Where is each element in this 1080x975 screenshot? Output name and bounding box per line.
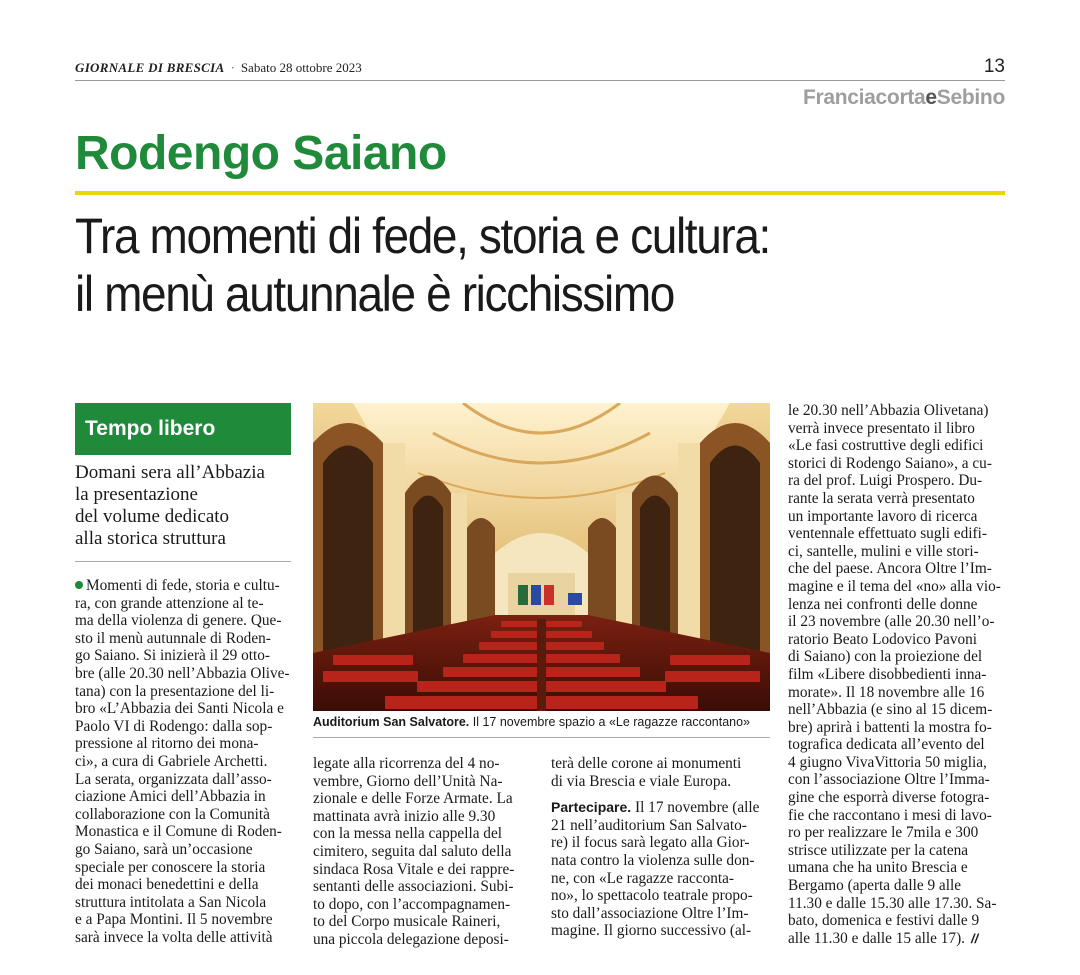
body-line: 4 giugno VivaVittoria 50 miglia,: [788, 753, 987, 771]
body-line: le 20.30 nell’Abbazia Olivetana): [788, 402, 989, 419]
body-line: Partecipare. Il 17 novembre (alle: [551, 799, 760, 817]
body-line: nata contro la violenza sulle don-: [551, 851, 755, 869]
body-line: gine che esporrà diverse fotogra-: [788, 789, 990, 807]
auditorium-photo: [313, 403, 770, 711]
body-line: sentanti delle associazioni. Subi-: [313, 878, 514, 896]
summary-line: alla storica struttura: [75, 528, 226, 549]
auditorium-illustration: [313, 403, 770, 711]
section-tag-conjunction: e: [925, 86, 937, 109]
body-line: fie che raccontano i mesi di lavo-: [788, 806, 992, 824]
body-line: magine. Il giorno successivo (al-: [551, 922, 752, 940]
body-line: ma della violenza di genere. Que-: [75, 612, 282, 630]
body-line: terà delle corone ai monumenti: [551, 755, 742, 772]
masthead-separator: ·: [230, 60, 235, 75]
summary-rule: [75, 561, 291, 562]
body-column-1: [75, 577, 293, 946]
body-line: pressione al ritorno dei mona-: [75, 735, 259, 753]
section-tag: [803, 86, 1005, 110]
body-line: e a Papa Montini. Il 5 novembre: [75, 911, 273, 929]
body-column-2: [313, 755, 531, 949]
body-line: tana) con la presentazione del li-: [75, 682, 275, 700]
body-line: go Saiano. Si inizierà il 29 otto-: [75, 647, 271, 665]
body-line: struttura intitolata a San Nicola: [75, 893, 267, 911]
body-line: vembre, Giorno dell’Unità Na-: [313, 772, 503, 790]
body-line: 11.30 e dalle 15.30 alle 17.30. Sa-: [788, 894, 997, 912]
body-line: legate alla ricorrenza del 4 no-: [313, 755, 500, 772]
body-line: rante la serata verrà presentato: [788, 489, 975, 507]
body-line: ciazione Amici dell’Abbazia in: [75, 788, 266, 806]
summary-line: Domani sera all’Abbazia: [75, 462, 265, 483]
body-line: bre) aprirà i battenti la mostra fo-: [788, 718, 992, 736]
section-tag-part-b: Sebino: [936, 86, 1005, 109]
body-line: tografica dedicata all’evento del: [788, 736, 985, 754]
body-line: con l’associazione Oltre l’Imma-: [788, 771, 990, 789]
body-line: che del paese. Ancora Oltre l’Im-: [788, 560, 992, 578]
body-line: speciale per conoscere la storia: [75, 858, 266, 876]
newspaper-name: GIORNALE DI BRESCIA: [75, 60, 225, 75]
body-line: umana che ha unito Brescia e: [788, 859, 968, 877]
body-line: bro «L’Abbazia dei Santi Nicola e: [75, 700, 284, 718]
body-line: ratorio Beato Lodovico Pavoni: [788, 630, 978, 648]
section-tag-part-a: Franciacorta: [802, 86, 926, 109]
headline-line: Tra momenti di fede, storia e cultura:: [75, 208, 770, 264]
body-line: Momenti di fede, storia e cultu-: [75, 577, 293, 595]
body-line: strisce utilizzate per la catena: [788, 841, 969, 859]
body-line: ci», a cura di Gabriele Archetti.: [75, 752, 268, 770]
body-line: 21 nell’auditorium San Salvato-: [551, 816, 747, 834]
body-line: morate». Il 18 novembre alle 16: [788, 683, 985, 701]
body-line: ventennale effettuato sugli edifi-: [788, 525, 987, 543]
body-line: film «Libere disobbedienti inna-: [788, 665, 987, 683]
body-line: ci, santelle, mulini e ville stori-: [788, 542, 979, 560]
body-line: bato, domenica e festivi dalle 9: [788, 912, 980, 930]
body-line: il 23 novembre (alle 20.30 nell’o-: [788, 613, 995, 631]
caption-title: Auditorium San Salvatore.: [313, 715, 470, 729]
body-line: ra, con grande attenzione al te-: [75, 594, 264, 612]
body-line: sto il menù autunnale di Roden-: [75, 629, 271, 647]
headline-line: il menù autunnale è ricchissimo: [75, 266, 674, 322]
article-kicker: Rodengo Saiano: [75, 127, 447, 180]
body-line: sto dall’associazione Oltre l’Im-: [551, 904, 749, 922]
body-line: mattinata avrà inizio alle 9.30: [313, 807, 496, 825]
body-line: storici di Rodengo Saiano», a cu-: [788, 454, 992, 472]
summary-line: la presentazione: [75, 484, 198, 505]
body-line: di Saiano) con la proiezione del: [788, 648, 983, 666]
body-line: cimitero, seguita dal saluto della: [313, 842, 512, 860]
body-line: Monastica e il Comune di Roden-: [75, 823, 282, 841]
body-line: zionale e delle Forze Armate. La: [313, 790, 513, 808]
caption-rule: [313, 737, 770, 738]
body-line: to dopo, con l’accompagnamen-: [313, 895, 511, 913]
body-line: no», lo spettacolo teatrale propo-: [551, 887, 753, 905]
body-line: Paolo VI di Rodengo: dalla sop-: [75, 717, 273, 735]
bullet-icon: [75, 581, 83, 589]
body-column-4: [788, 402, 1006, 947]
body-line: to del Corpo musicale Raineri,: [313, 913, 501, 931]
masthead: [75, 60, 362, 76]
body-line: ra del prof. Luigi Prospero. Du-: [788, 472, 983, 490]
body-line: una piccola delegazione deposi-: [313, 930, 509, 948]
page-number: 13: [983, 56, 1005, 77]
photo-caption: [313, 715, 773, 729]
paragraph-spacer: [551, 790, 769, 799]
body-line: ro per realizzare le 7mila e 300: [788, 824, 979, 842]
body-line: verrà invece presentato il libro: [788, 419, 975, 437]
body-line: lenza nei confronti delle donne: [788, 595, 978, 613]
body-line: un importante lavoro di ricerca: [788, 507, 978, 525]
body-line: alle 11.30 e dalle 15 alle 17). //: [788, 929, 979, 947]
header-rule: [75, 80, 1005, 81]
body-line: collaborazione con la Comunità: [75, 805, 270, 823]
article-headline: [75, 207, 940, 323]
caption-text: Il 17 novembre spazio a «Le ragazze raccontano»: [469, 715, 751, 729]
summary-line: del volume dedicato: [75, 506, 230, 527]
body-line: con la messa nella cappella del: [313, 825, 503, 843]
body-line: La serata, organizzata dall’asso-: [75, 770, 272, 788]
body-column-3: [551, 755, 769, 940]
body-line: nell’Abbazia (e sino al 15 dicem-: [788, 701, 993, 719]
issue-date: Sabato 28 ottobre 2023: [240, 60, 362, 75]
body-line: magine e il tema del «no» alla vio-: [788, 577, 1001, 595]
end-mark: //: [970, 930, 979, 946]
body-line: go Saiano, sarà un’occasione: [75, 840, 253, 858]
body-line: ne, con «Le ragazze racconta-: [551, 869, 735, 887]
article-summary: [75, 462, 295, 550]
kicker-rule: [75, 191, 1005, 195]
body-line: sarà invece la volta delle attività: [75, 928, 273, 946]
body-line: bre (alle 20.30 nell’Abbazia Olive-: [75, 664, 290, 682]
body-line: «Le fasi costruttive degli edifici: [788, 437, 984, 455]
body-line: Bergamo (aperta dalle 9 alle: [788, 877, 962, 895]
body-line: di via Brescia e viale Europa.: [551, 772, 732, 790]
body-line: dei monaci benedettini e della: [75, 876, 259, 894]
body-line: sindaca Rosa Vitale e dei rappre-: [313, 860, 515, 878]
category-label: Tempo libero: [75, 403, 291, 455]
body-line: re) il focus sarà legato alla Gior-: [551, 834, 750, 852]
paragraph-lead-in: Partecipare.: [551, 799, 632, 816]
